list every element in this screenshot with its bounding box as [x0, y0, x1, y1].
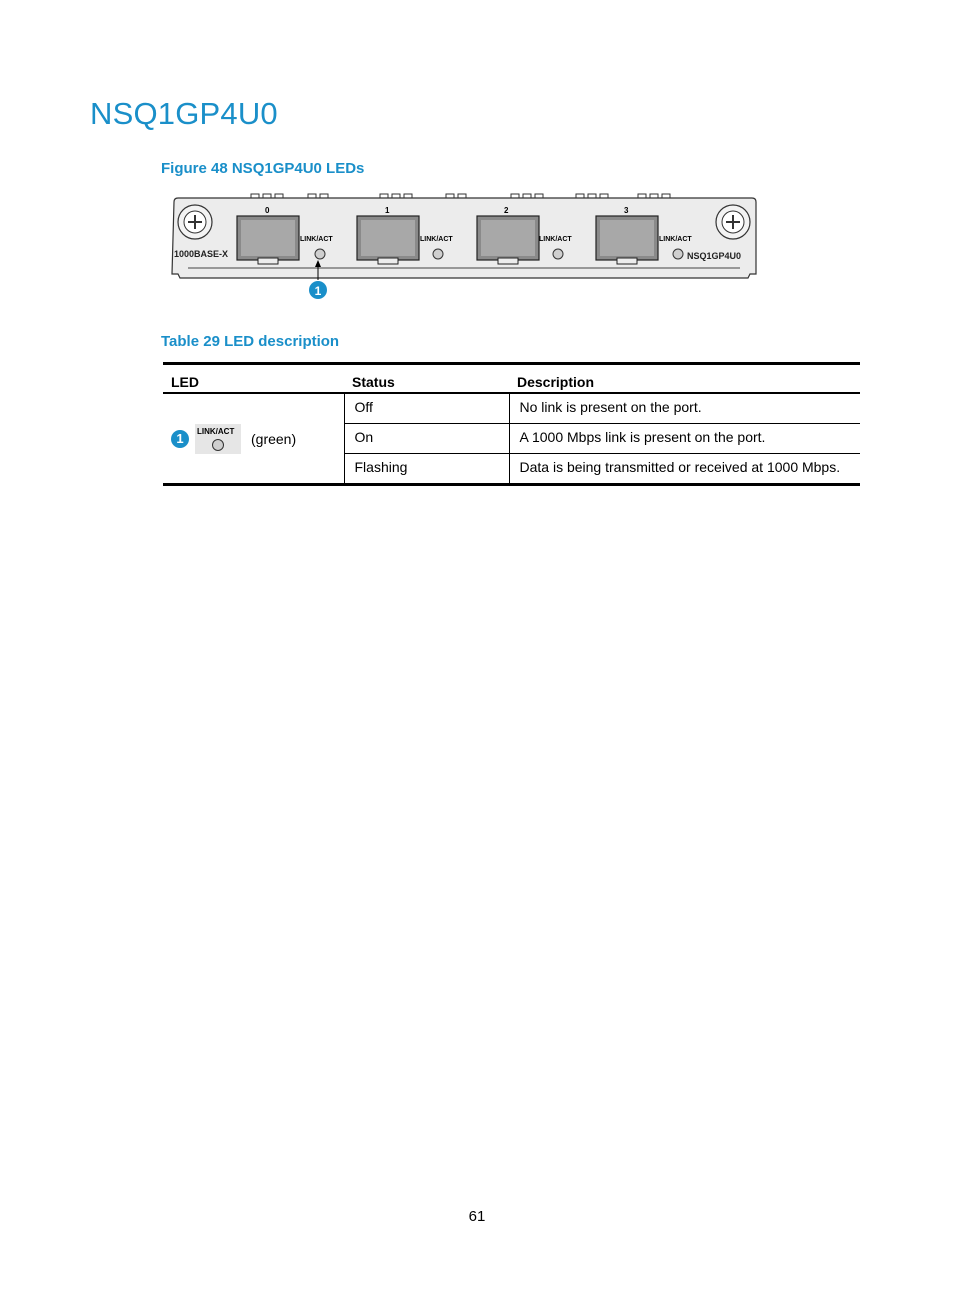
- figure-caption: Figure 48 NSQ1GP4U0 LEDs: [161, 160, 365, 177]
- callout-number: 1: [314, 284, 322, 298]
- page-number: 61: [468, 1208, 486, 1225]
- right-screw-icon: [716, 205, 750, 239]
- header-description: Description: [509, 364, 860, 394]
- status-cell: On: [344, 424, 509, 454]
- header-status: Status: [344, 364, 509, 394]
- led-cell: [163, 393, 344, 485]
- front-panel-diagram: [168, 188, 760, 304]
- description-cell: Data is being transmitted or received at 1000 Mbps.: [519, 459, 841, 475]
- link-act-led-thumbnail-icon: [195, 424, 241, 454]
- led-label: LINK/ACT: [539, 236, 572, 243]
- section-title: NSQ1GP4U0: [90, 96, 278, 131]
- led-color: (green): [251, 430, 297, 447]
- status-cell: Flashing: [344, 454, 509, 485]
- panel-model-label: NSQ1GP4U0: [687, 251, 742, 261]
- port-number: 0: [265, 206, 270, 215]
- led-label: LINK/ACT: [659, 236, 692, 243]
- led-label: LINK/ACT: [420, 236, 453, 243]
- status-cell: Off: [344, 393, 509, 424]
- table-caption: Table 29 LED description: [161, 333, 340, 350]
- left-screw-icon: [178, 205, 212, 239]
- port-number: 1: [385, 206, 390, 215]
- table-header-row: [163, 364, 860, 394]
- link-act-led-icon: [553, 249, 563, 259]
- port-number: 3: [624, 206, 629, 215]
- link-act-led-icon: [315, 249, 325, 259]
- callout-badge-icon: 1: [171, 430, 189, 448]
- panel-left-label: 1000BASE-X: [174, 249, 229, 259]
- top-vent-tabs: [251, 194, 670, 198]
- description-cell: No link is present on the port.: [509, 393, 860, 424]
- link-act-led-icon: [673, 249, 683, 259]
- header-led: LED: [163, 364, 344, 394]
- led-description-table: [163, 362, 860, 486]
- port-number: 2: [504, 206, 509, 215]
- panel-figure: [168, 188, 760, 304]
- description-cell: A 1000 Mbps link is present on the port.: [509, 424, 860, 454]
- table-row: [163, 393, 860, 424]
- link-act-led-icon: [433, 249, 443, 259]
- led-label: LINK/ACT: [300, 236, 333, 243]
- led-thumb-label: LINK/ACT: [197, 426, 235, 436]
